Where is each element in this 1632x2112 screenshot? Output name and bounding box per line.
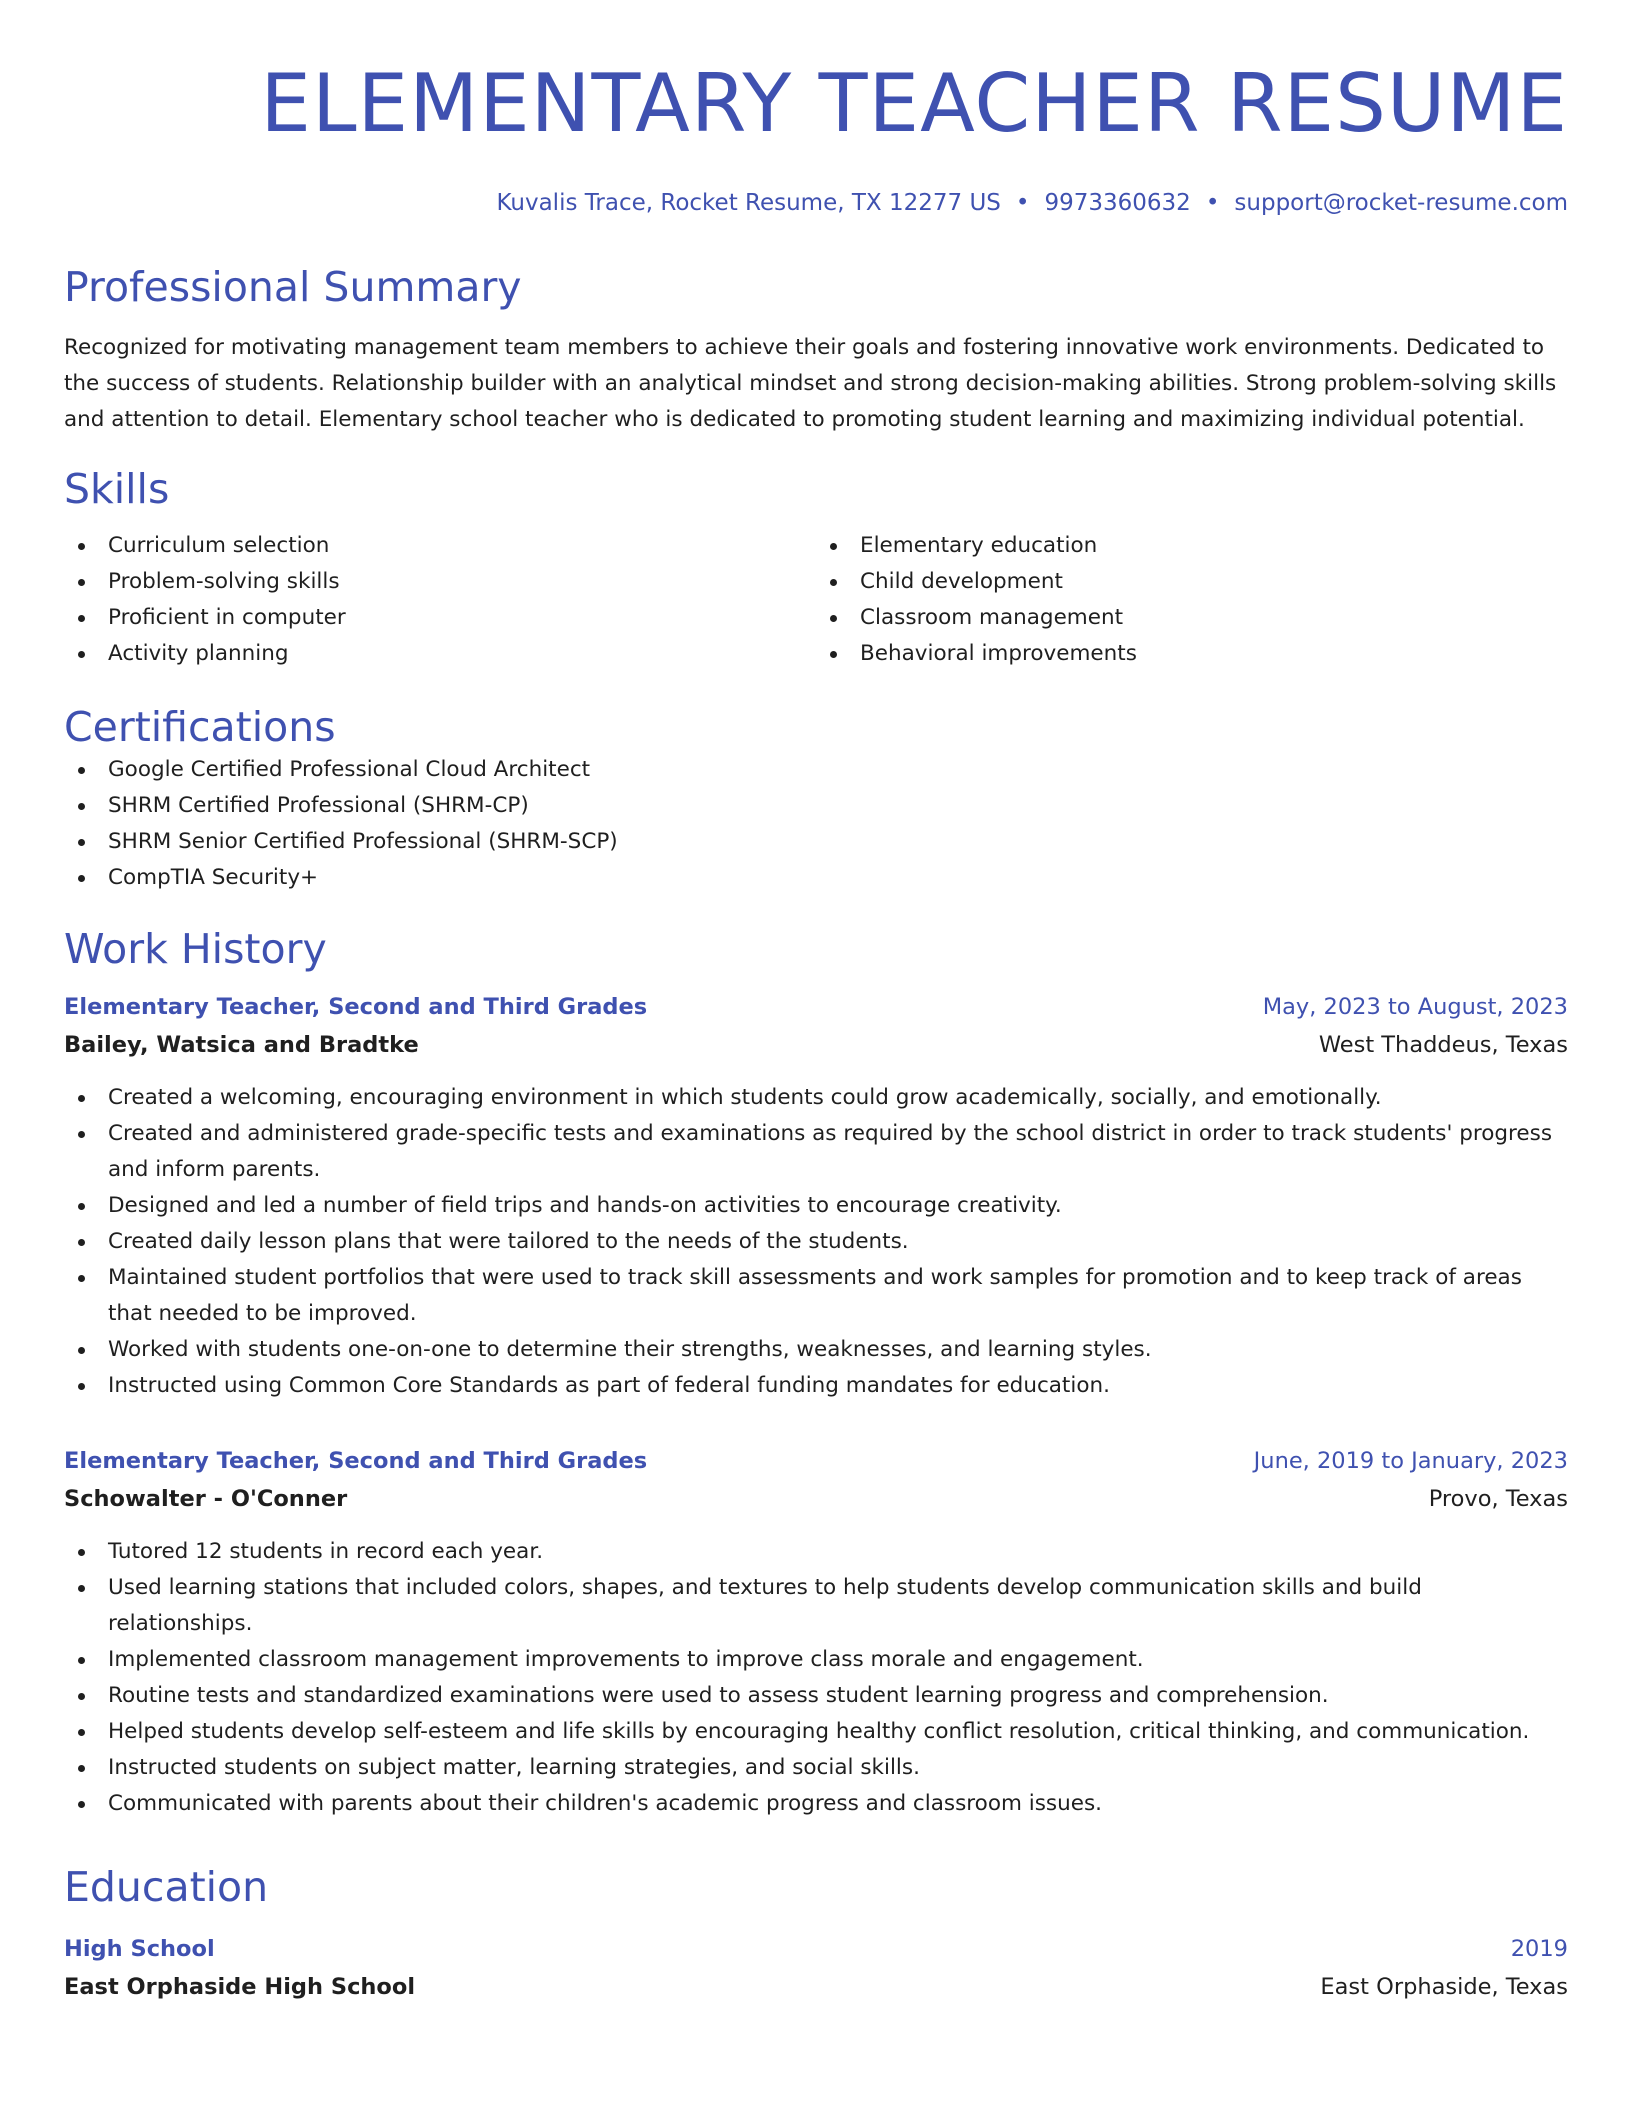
certifications-list [64,752,1568,896]
skill-item: Classroom management [816,600,1568,636]
job-company: Schowalter - O'Conner [64,1486,348,1512]
job-bullet: Created daily lesson plans that were tailored to the needs of the students. [64,1224,1568,1260]
job-company-row [64,1480,1568,1518]
job-bullet: Instructed using Common Core Standards as part of federal funding mandates for education. [64,1368,1568,1404]
summary-text: Recognized for motivating management team members to achieve their goals and fostering innovative work environments. Dedicated to the success of students. Relationship builder with an analytical mindset and strong decision-making abilities. Strong problem-solving skills and attention to detail. Elementary school teacher who is dedicated to promoting student learning and maximizing individual potential. [64,335,1557,432]
skill-item: Curriculum selection [64,528,816,564]
job-company: Bailey, Watsica and Bradtke [64,1032,419,1058]
contact-phone: 9973360632 [1044,190,1191,216]
certification-item: Google Certified Professional Cloud Architect [64,752,1568,788]
job-bullet: Routine tests and standardized examinations were used to assess student learning progress and comprehension. [64,1678,1568,1714]
education-location: East Orphaside, Texas [1320,1974,1568,2000]
education-degree: High School [64,1936,215,1962]
separator-dot: • [1205,190,1220,216]
job-bullet: Worked with students one-on-one to determine their strengths, weaknesses, and learning styles. [64,1332,1568,1368]
education-school: East Orphaside High School [64,1974,416,2000]
job-header-row [64,1442,1568,1480]
job-dates: June, 2019 to January, 2023 [1253,1448,1568,1474]
job-bullets [64,1080,1568,1404]
education-entry [64,1930,1568,2006]
certification-item: SHRM Certified Professional (SHRM-CP) [64,788,1568,824]
job-position: Elementary Teacher, Second and Third Grades [64,994,648,1020]
skills-columns [64,528,1568,672]
job-bullets [64,1534,1568,1822]
job-bullet: Created a welcoming, encouraging environment in which students could grow academically, socially, and emotionally. [64,1080,1568,1116]
job-bullet: Tutored 12 students in record each year. [64,1534,1568,1570]
section-title-summary: Professional Summary [64,263,522,311]
job-dates: May, 2023 to August, 2023 [1262,994,1568,1020]
resume-title: ELEMENTARY TEACHER RESUME [260,57,1568,150]
job-location: Provo, Texas [1428,1486,1568,1512]
contact-address: Kuvalis Trace, Rocket Resume, TX 12277 US [496,190,1001,216]
certification-item: CompTIA Security+ [64,860,1568,896]
skill-item: Child development [816,564,1568,600]
skill-item: Proficient in computer [64,600,816,636]
contact-line [64,188,1568,218]
section-title-certifications: Certifications [64,703,336,751]
section-title-work-history: Work History [64,925,327,973]
job-entry [64,988,1568,1404]
job-bullet: Created and administered grade-specific tests and examinations as required by the school district in order to track students' progress and inform parents. [64,1116,1568,1188]
job-position: Elementary Teacher, Second and Third Grades [64,1448,648,1474]
skills-list-right [816,528,1568,672]
job-bullet: Instructed students on subject matter, learning strategies, and social skills. [64,1750,1568,1786]
skill-item: Behavioral improvements [816,636,1568,672]
separator-dot: • [1015,190,1030,216]
section-title-education: Education [64,1863,269,1911]
education-header-row [64,1930,1568,1968]
job-bullet: Used learning stations that included colors, shapes, and textures to help students develop communication skills and build relationships. [64,1570,1568,1642]
job-header-row [64,988,1568,1026]
education-year: 2019 [1510,1936,1568,1962]
job-entry [64,1442,1568,1822]
job-bullet: Implemented classroom management improvements to improve class morale and engagement. [64,1642,1568,1678]
job-bullet: Maintained student portfolios that were used to track skill assessments and work samples for promotion and to keep track of areas that needed to be improved. [64,1260,1568,1332]
contact-email[interactable]: support@rocket-resume.com [1234,190,1568,216]
skill-item: Problem-solving skills [64,564,816,600]
certification-item: SHRM Senior Certified Professional (SHRM-SCP) [64,824,1568,860]
education-school-row [64,1968,1568,2006]
job-bullet: Designed and led a number of field trips and hands-on activities to encourage creativity. [64,1188,1568,1224]
job-bullet: Communicated with parents about their children's academic progress and classroom issues. [64,1786,1568,1822]
job-bullet: Helped students develop self-esteem and life skills by encouraging healthy conflict resolution, critical thinking, and communication. [64,1714,1568,1750]
section-title-skills: Skills [64,465,170,513]
skill-item: Activity planning [64,636,816,672]
job-location: West Thaddeus, Texas [1318,1032,1568,1058]
skill-item: Elementary education [816,528,1568,564]
skills-list-left [64,528,816,672]
job-company-row [64,1026,1568,1064]
